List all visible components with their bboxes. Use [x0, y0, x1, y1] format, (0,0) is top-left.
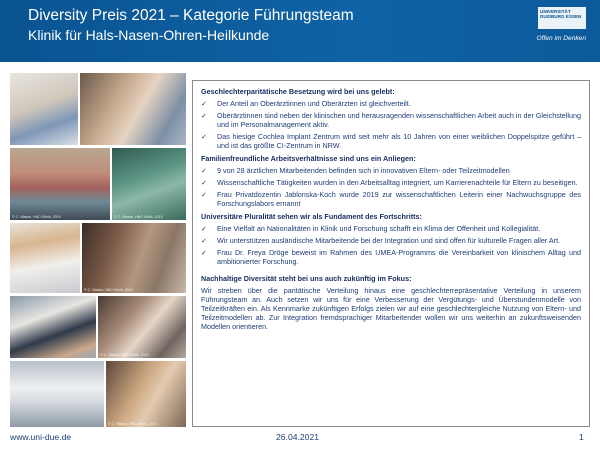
university-logo — [516, 5, 586, 57]
list-family — [201, 166, 581, 208]
section-heading-family: Familienfreundliche Arbeitsverhältnisse sind uns ein Anliegen: — [201, 154, 416, 163]
photo-team-group — [10, 148, 110, 220]
list-item: ✓ Oberärztinnen sind neben der klinischen und herausragenden wissenschaftlichen Arbeit auch in der Gleichstellung und im Personalmanagement aktiv. — [201, 111, 581, 129]
photo-caption: © C. Waske, HNO Klinik, 2019 — [114, 215, 163, 219]
checkmark-icon: ✓ — [201, 236, 208, 245]
photo-caption: © C. Waske, HNO Klinik, 2019 — [12, 215, 61, 219]
checkmark-icon: ✓ — [201, 132, 208, 141]
closing-paragraph: Wir streben über die paritätische Verteilung hinaus eine geschlechterrepräsentative Verteilung in unserem Führungsteam an. Auch setzen wir uns für eine Verbesserung der Vergütungs- und Überstundenmodelle von Teilzeitkräften ein. Als Kennmarke zukünftigen Erfolgs zielen wir auf eine geschlechtergleiche Nutzung von Eltern- und Teilzeitmodellen ab. Zur Integration fremdsprachiger Mitarbeitender wollen wir uns weiterhin an zukunftsweisenden Modellen orientieren. — [201, 286, 581, 331]
photo-two-women — [106, 361, 186, 427]
list-parity — [201, 99, 581, 150]
photo-doctor-portrait — [10, 73, 78, 145]
photo-caption: © C. Waske, HNO Klinik, 2019 — [84, 288, 133, 292]
checkmark-icon: ✓ — [201, 224, 208, 233]
checkmark-icon: ✓ — [201, 190, 208, 199]
section-heading-sustainable: Nachhaltige Diversität steht bei uns auch zukünftig im Fokus: — [201, 274, 412, 283]
slide-subtitle: Klinik für Hals-Nasen-Ohren-Heilkunde — [28, 27, 270, 43]
photo-collage — [10, 73, 186, 427]
logo-slogan: Offen im Denken — [536, 35, 586, 42]
checkmark-icon: ✓ — [201, 111, 208, 120]
photo-researcher-portrait — [98, 296, 186, 358]
footer-page-number: 1 — [579, 432, 584, 442]
checkmark-icon: ✓ — [201, 166, 208, 175]
list-item: ✓ Der Anteil an Oberärztinnen und Oberärzten ist gleichverteilt. — [201, 99, 411, 108]
photo-colleagues-laughing — [80, 73, 186, 145]
checkmark-icon: ✓ — [201, 248, 208, 257]
checkmark-icon: ✓ — [201, 178, 208, 187]
photo-team-in-white — [10, 361, 104, 427]
photo-staff-outside — [10, 296, 96, 358]
list-plurality — [201, 224, 581, 266]
list-item: ✓ 9 von 28 ärztlichen Mitarbeitenden befinden sich in innovativen Eltern- oder Teilzeitmodellen — [201, 166, 510, 175]
list-item: ✓ Wissenschaftliche Tätigkeiten wurden in den Arbeitsalltag integriert, um Karrierenachteile für Eltern zu beseitigen. — [201, 178, 578, 187]
footer-url[interactable]: www.uni-due.de — [10, 432, 72, 442]
photo-surgeons — [112, 148, 186, 220]
list-item: ✓ Wir unterstützen ausländische Mitarbeitende bei der Integration und sind offen für kulturelle Fragen aller Art. — [201, 236, 561, 245]
content-panel — [192, 80, 590, 427]
checkmark-icon: ✓ — [201, 99, 208, 108]
section-heading-plurality: Universitäre Pluralität sehen wir als Fundament des Fortschritts: — [201, 212, 422, 221]
section-heading-parity: Geschlechterparitätische Besetzung wird bei uns gelebt: — [201, 87, 395, 96]
photo-female-doctor — [10, 223, 80, 293]
slide-header — [0, 0, 600, 62]
footer-date: 26.04.2021 — [276, 432, 320, 442]
list-item: ✓ Eine Vielfalt an Nationalitäten in Klinik und Forschung schafft ein Klima der Offenheit und Kollegialität. — [201, 224, 541, 233]
photo-two-colleagues — [82, 223, 186, 293]
photo-caption: © C. Waske, HNO Klinik, 2019 — [108, 422, 157, 426]
photo-caption: © C. Waske, HNO Klinik, 2019 — [100, 353, 149, 357]
slide-title: Diversity Preis 2021 – Kategorie Führungsteam — [28, 7, 354, 24]
list-item: ✓ Frau Privatdozentin Jablonska-Koch wurde 2019 zur wissenschaftlichen Leiterin einer Nachwuchsgruppe des Forschungslabors ernannt — [201, 190, 581, 208]
logo-text: UNIVERSITÄT DUISBURG ESSEN — [540, 9, 582, 20]
list-item: ✓ Das hiesige Cochlea Implant Zentrum wird seit mehr als 10 Jahren von einer weiblichen Doppelspitze geführt – und ist das größte CI-Zentrum in NRW. — [201, 132, 581, 150]
list-item: ✓ Frau Dr. Freya Dröge beweist im Rahmen des UMEA-Programms die Vereinbarkeit von klinischem Alltag und ambitionierter Forschung. — [201, 248, 581, 266]
